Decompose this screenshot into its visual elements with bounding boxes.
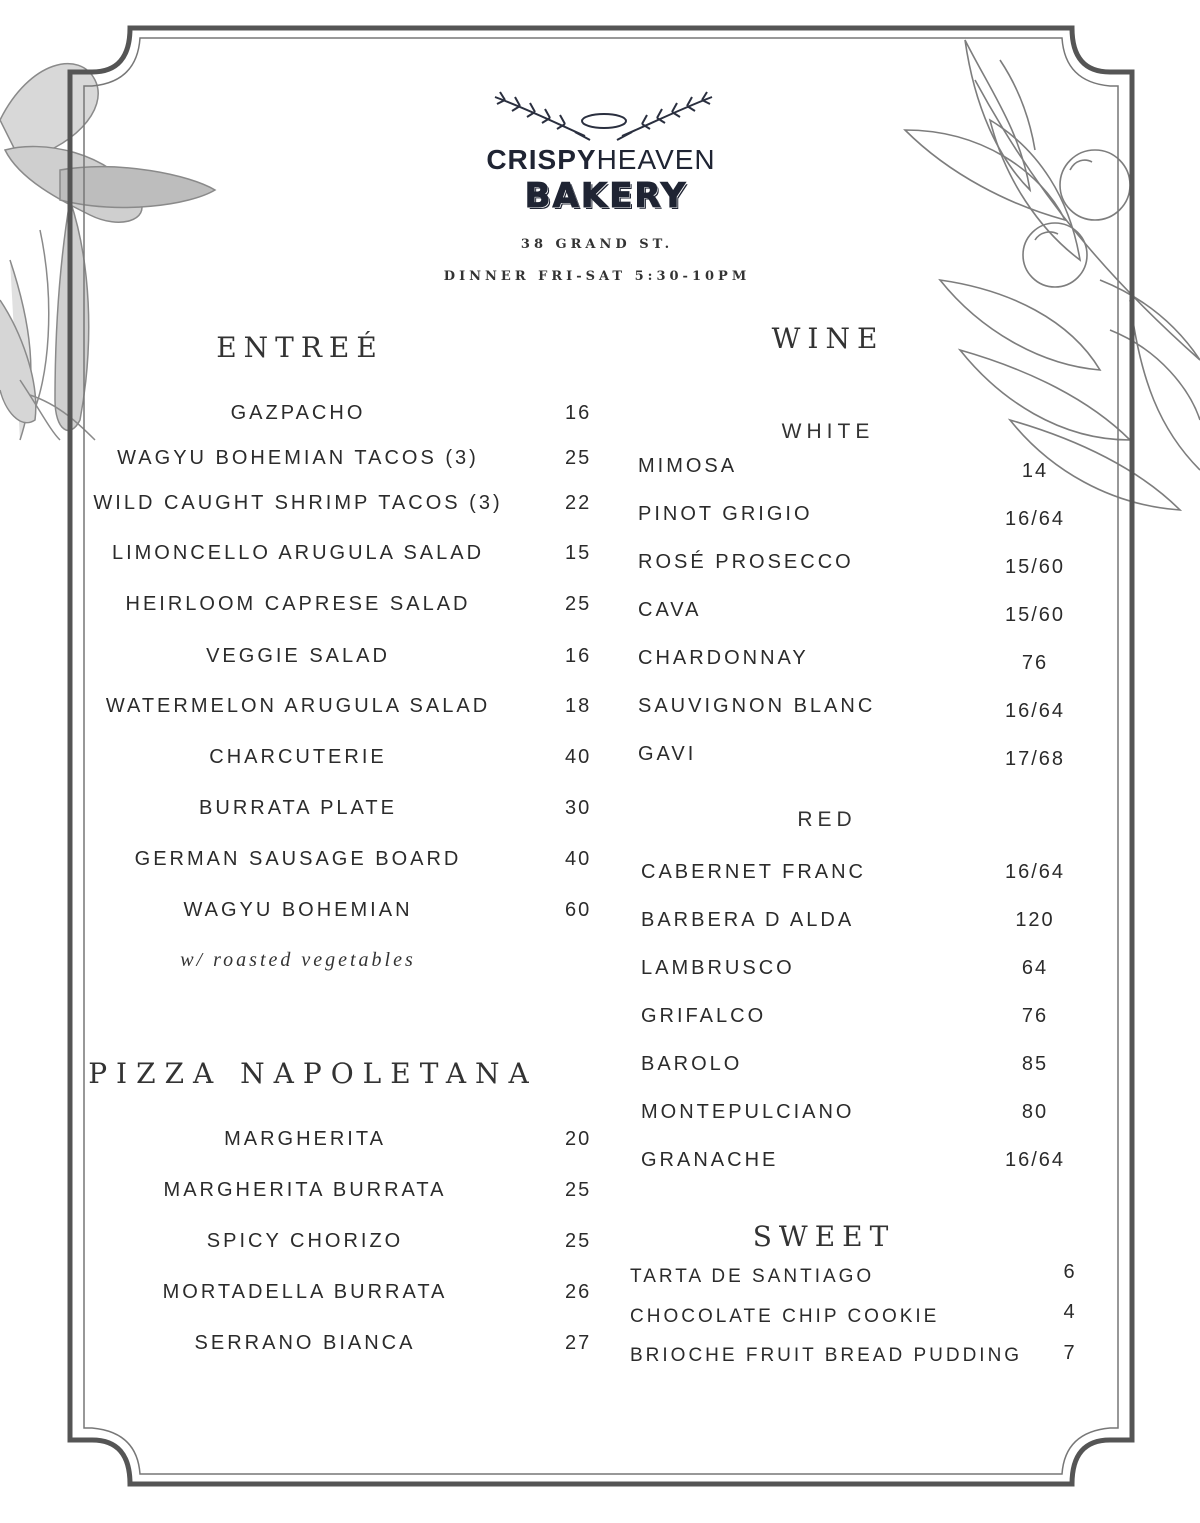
menu-item-name: MARGHERITA [224, 1128, 386, 1150]
menu-item-price: 15 [565, 542, 592, 564]
menu-item-price: 22 [565, 492, 592, 514]
menu-item-name: CHOCOLATE CHIP COOKIE [630, 1306, 940, 1327]
menu-item-name: GAVI [638, 743, 697, 765]
menu-item-name: BARBERA D ALDA [641, 909, 855, 931]
menu-item-name: BURRATA PLATE [199, 797, 397, 819]
menu-item-name: SPICY CHORIZO [206, 1230, 404, 1252]
menu-item-price: 16/64 [1004, 861, 1066, 883]
menu-item-price: 25 [565, 1230, 592, 1252]
menu-item-price: 20 [565, 1128, 592, 1150]
menu-item-name: VEGGIE SALAD [206, 645, 390, 667]
brand-name-line2: BAKERY [524, 176, 688, 216]
menu-item-name: ROSÉ PROSECCO [638, 551, 854, 573]
menu-item-price: 30 [565, 797, 592, 819]
menu-item-name: MONTEPULCIANO [641, 1101, 855, 1123]
menu-item-price: 6 [1063, 1261, 1077, 1283]
brand-name-line1 [486, 144, 715, 176]
address-line: 38 GRAND ST. [520, 237, 674, 252]
menu-item-name: WILD CAUGHT SHRIMP TACOS (3) [93, 492, 503, 514]
menu-item-price: 18 [565, 695, 592, 717]
menu-item-name: WAGYU BOHEMIAN [183, 899, 413, 921]
menu-item-price: 76 [1021, 1005, 1049, 1027]
entree-note: w/ roasted vegetables [180, 949, 416, 971]
menu-item-price: 17/68 [1004, 748, 1066, 770]
menu-item-name: CAVA [638, 599, 702, 621]
menu-item-price: 16/64 [1004, 1149, 1066, 1171]
menu-item-price: 16 [565, 645, 592, 667]
menu-item-name: MORTADELLA BURRATA [162, 1281, 448, 1303]
menu-item-price: 40 [565, 746, 592, 768]
menu-item-name: BRIOCHE FRUIT BREAD PUDDING [630, 1345, 1023, 1366]
menu-item-name: SAUVIGNON BLANC [638, 695, 876, 717]
menu-item-name: TARTA DE SANTIAGO [630, 1266, 875, 1287]
menu-item-price: 16/64 [1004, 700, 1066, 722]
menu-item-name: CABERNET FRANC [641, 861, 866, 883]
menu-item-name: GRANACHE [641, 1149, 779, 1171]
menu-item-name: PINOT GRIGIO [638, 503, 813, 525]
menu-item-price: 16/64 [1004, 508, 1066, 530]
menu-item-price: 14 [1021, 460, 1049, 482]
menu-item-price: 15/60 [1004, 556, 1066, 578]
menu-item-name: WATERMELON ARUGULA SALAD [105, 695, 491, 717]
leaf-illustration-left [0, 64, 215, 440]
menu-item-name: GERMAN SAUSAGE BOARD [134, 848, 462, 870]
menu-item-name: MIMOSA [638, 455, 738, 477]
menu-item-price: 4 [1063, 1301, 1077, 1323]
menu-item-name: LAMBRUSCO [641, 957, 795, 979]
hours-line: DINNER FRI-SAT 5:30-10PM [443, 269, 751, 284]
leaf-illustration-right [905, 40, 1200, 510]
menu-item-name: WAGYU BOHEMIAN TACOS (3) [117, 447, 479, 469]
section-title-sweet: SWEET [752, 1220, 896, 1253]
brand-crispy: CRISPY [486, 144, 597, 175]
menu-item-name: BAROLO [641, 1053, 743, 1075]
menu-item-price: 64 [1021, 957, 1049, 979]
menu-item-name: CHARCUTERIE [209, 746, 387, 768]
menu-item-name: CHARDONNAY [638, 647, 809, 669]
menu-item-price: 76 [1021, 652, 1049, 674]
menu-item-price: 80 [1021, 1101, 1049, 1123]
menu-item-price: 15/60 [1004, 604, 1066, 626]
menu-item-name: LIMONCELLO ARUGULA SALAD [111, 542, 485, 564]
menu-item-price: 85 [1021, 1053, 1049, 1075]
subsection-title-white: WHITE [781, 420, 875, 443]
menu-item-price: 60 [565, 899, 592, 921]
menu-item-price: 120 [1015, 909, 1055, 931]
menu-item-price: 7 [1063, 1342, 1077, 1364]
menu-item-price: 25 [565, 593, 592, 615]
menu-item-price: 25 [565, 447, 592, 469]
menu-item-price: 40 [565, 848, 592, 870]
menu-item-price: 26 [565, 1281, 592, 1303]
section-title-wine: WINE [771, 322, 885, 355]
menu-item-name: HEIRLOOM CAPRESE SALAD [125, 593, 471, 615]
menu-item-price: 16 [565, 402, 592, 424]
menu-item-price: 25 [565, 1179, 592, 1201]
menu-item-name: GRIFALCO [641, 1005, 767, 1027]
section-title-pizza: PIZZA NAPOLETANA [88, 1057, 538, 1090]
brand-heaven: HEAVEN [596, 144, 716, 175]
menu-item-name: SERRANO BIANCA [194, 1332, 416, 1354]
subsection-title-red: RED [797, 808, 857, 831]
menu-item-price: 27 [565, 1332, 592, 1354]
wheat-halo-logo [495, 92, 712, 140]
menu-item-name: MARGHERITA BURRATA [163, 1179, 447, 1201]
section-title-entree: ENTREÉ [216, 331, 384, 364]
menu-item-name: GAZPACHO [230, 402, 366, 424]
